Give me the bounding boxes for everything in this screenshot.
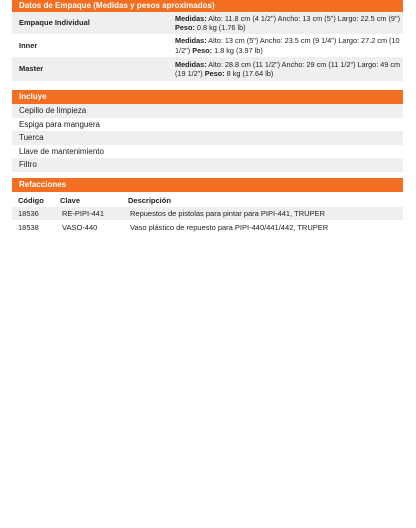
list-item: Cepillo de limpieza [12,104,403,118]
measures-text: Alto: 28.8 cm (11 1/2") Ancho: 29 cm (11 1/2") Largo: 49 cm (19 1/2") [175,59,401,78]
table-row [12,34,403,57]
table-header-row [12,192,403,207]
list-item: Tuerca [12,131,403,145]
part-key: RE-PIPI-441 [62,209,105,219]
includes-section-header: Incluye [12,90,403,104]
part-key: VASO-440 [62,222,98,232]
table-row [12,220,403,234]
part-code: 18536 [18,209,39,219]
column-header-code: Código [18,195,44,205]
packaging-table [12,12,403,81]
part-description: Repuestos de pistolas para pintar para PIPI-441, TRUPER [130,209,325,219]
measures-label: Medidas: [175,13,207,23]
includes-list [12,104,403,172]
product-spec-page [12,0,403,234]
measures-label: Medidas: [175,59,207,69]
column-header-description: Descripción [128,195,171,205]
list-item: Espiga para manguera [19,119,100,129]
packaging-value [175,34,403,57]
part-description: Vaso plástico de repuesto para PIPI-440/441/442, TRUPER [130,222,329,232]
measures-text: Alto: 13 cm (5") Ancho: 23.5 cm (9 1/4") Largo: 27.2 cm (10 1/2") [175,36,400,55]
measures-text: Alto: 11.8 cm (4 1/2") Ancho: 13 cm (5") Largo: 22.5 cm (9") [206,13,401,23]
measures-label: Medidas: [175,36,207,45]
packaging-label: Inner [19,40,38,50]
table-row [12,207,403,221]
parts-table [12,192,403,234]
packaging-value [175,12,403,34]
weight-text: 0.8 kg (1.76 lb) [194,23,246,32]
list-item: Filtro [12,158,403,172]
part-code: 18538 [18,222,39,232]
parts-section-header: Refacciones [12,178,403,192]
weight-text: 8 kg (17.64 lb) [224,69,274,78]
weight-label: Peso: [192,45,213,55]
list-item: Llave de mantenimiento [19,146,104,156]
packaging-label: Empaque Individual [19,18,90,28]
column-header-key: Clave [60,195,81,205]
table-row [12,12,403,34]
weight-label: Peso: [175,23,195,32]
packaging-value [175,57,403,81]
packaging-label: Master [19,64,44,74]
weight-text: 1.8 kg (3.97 lb) [212,45,263,55]
weight-label: Peso: [204,69,225,78]
table-row [12,57,403,81]
packaging-section-header: Datos de Empaque (Medidas y pesos aproximados) [12,0,403,12]
